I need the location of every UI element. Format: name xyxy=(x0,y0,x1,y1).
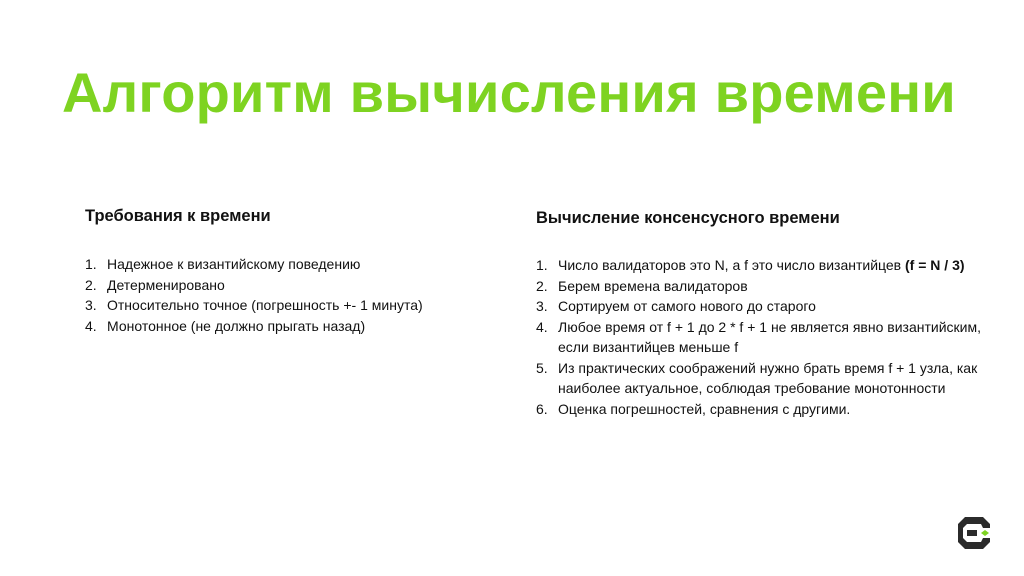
item-text: Детерменировано xyxy=(107,276,225,293)
item-text: Сортируем от самого нового до старого xyxy=(558,298,816,314)
list-item xyxy=(536,399,986,420)
item-number: 6. xyxy=(536,400,548,417)
item-number: 3. xyxy=(536,298,548,314)
list-item xyxy=(536,317,986,358)
list-item xyxy=(536,276,986,297)
list-item xyxy=(85,275,485,296)
consensus-heading: Вычисление консенсусного времени xyxy=(536,209,840,227)
item-formula: (f = N / 3) xyxy=(905,257,965,273)
item-number: 4. xyxy=(536,318,548,335)
list-item xyxy=(536,255,986,276)
requirements-heading: Требования к времени xyxy=(85,207,271,225)
item-number: 1. xyxy=(536,257,548,273)
list-item xyxy=(536,296,986,317)
requirements-column xyxy=(85,207,485,336)
item-text: Относительно точное (погрешность +- 1 минута) xyxy=(107,297,423,313)
list-item xyxy=(85,254,485,275)
list-item xyxy=(536,358,986,399)
item-number: 2. xyxy=(536,277,548,294)
consensus-column xyxy=(536,209,986,419)
item-number: 4. xyxy=(85,317,97,334)
item-text: Любое время от f + 1 до 2 * f + 1 не является явно византийским, если византийцев меньше f xyxy=(558,318,981,355)
company-logo-icon xyxy=(956,515,992,551)
requirements-list xyxy=(85,254,485,336)
item-number: 1. xyxy=(85,256,97,272)
item-number: 3. xyxy=(85,297,97,313)
item-number: 2. xyxy=(85,276,97,293)
slide-title: Алгоритм вычисления времени xyxy=(62,61,956,124)
item-text: Число валидаторов это N, а f это число византийцев xyxy=(558,257,906,273)
item-text: Надежное к византийскому поведению xyxy=(107,256,361,272)
list-item xyxy=(85,316,485,337)
item-number: 5. xyxy=(536,359,548,376)
item-text: Монотонное (не должно прыгать назад) xyxy=(107,317,366,334)
item-text: Берем времена валидаторов xyxy=(558,277,748,294)
item-text: Из практических соображений нужно брать время f + 1 узла, как наиболее актуальное, соблюдая требование монотонности xyxy=(558,359,978,396)
list-item xyxy=(85,295,485,316)
item-text: Оценка погрешностей, сравнения с другими. xyxy=(558,400,851,417)
consensus-list xyxy=(536,255,986,419)
